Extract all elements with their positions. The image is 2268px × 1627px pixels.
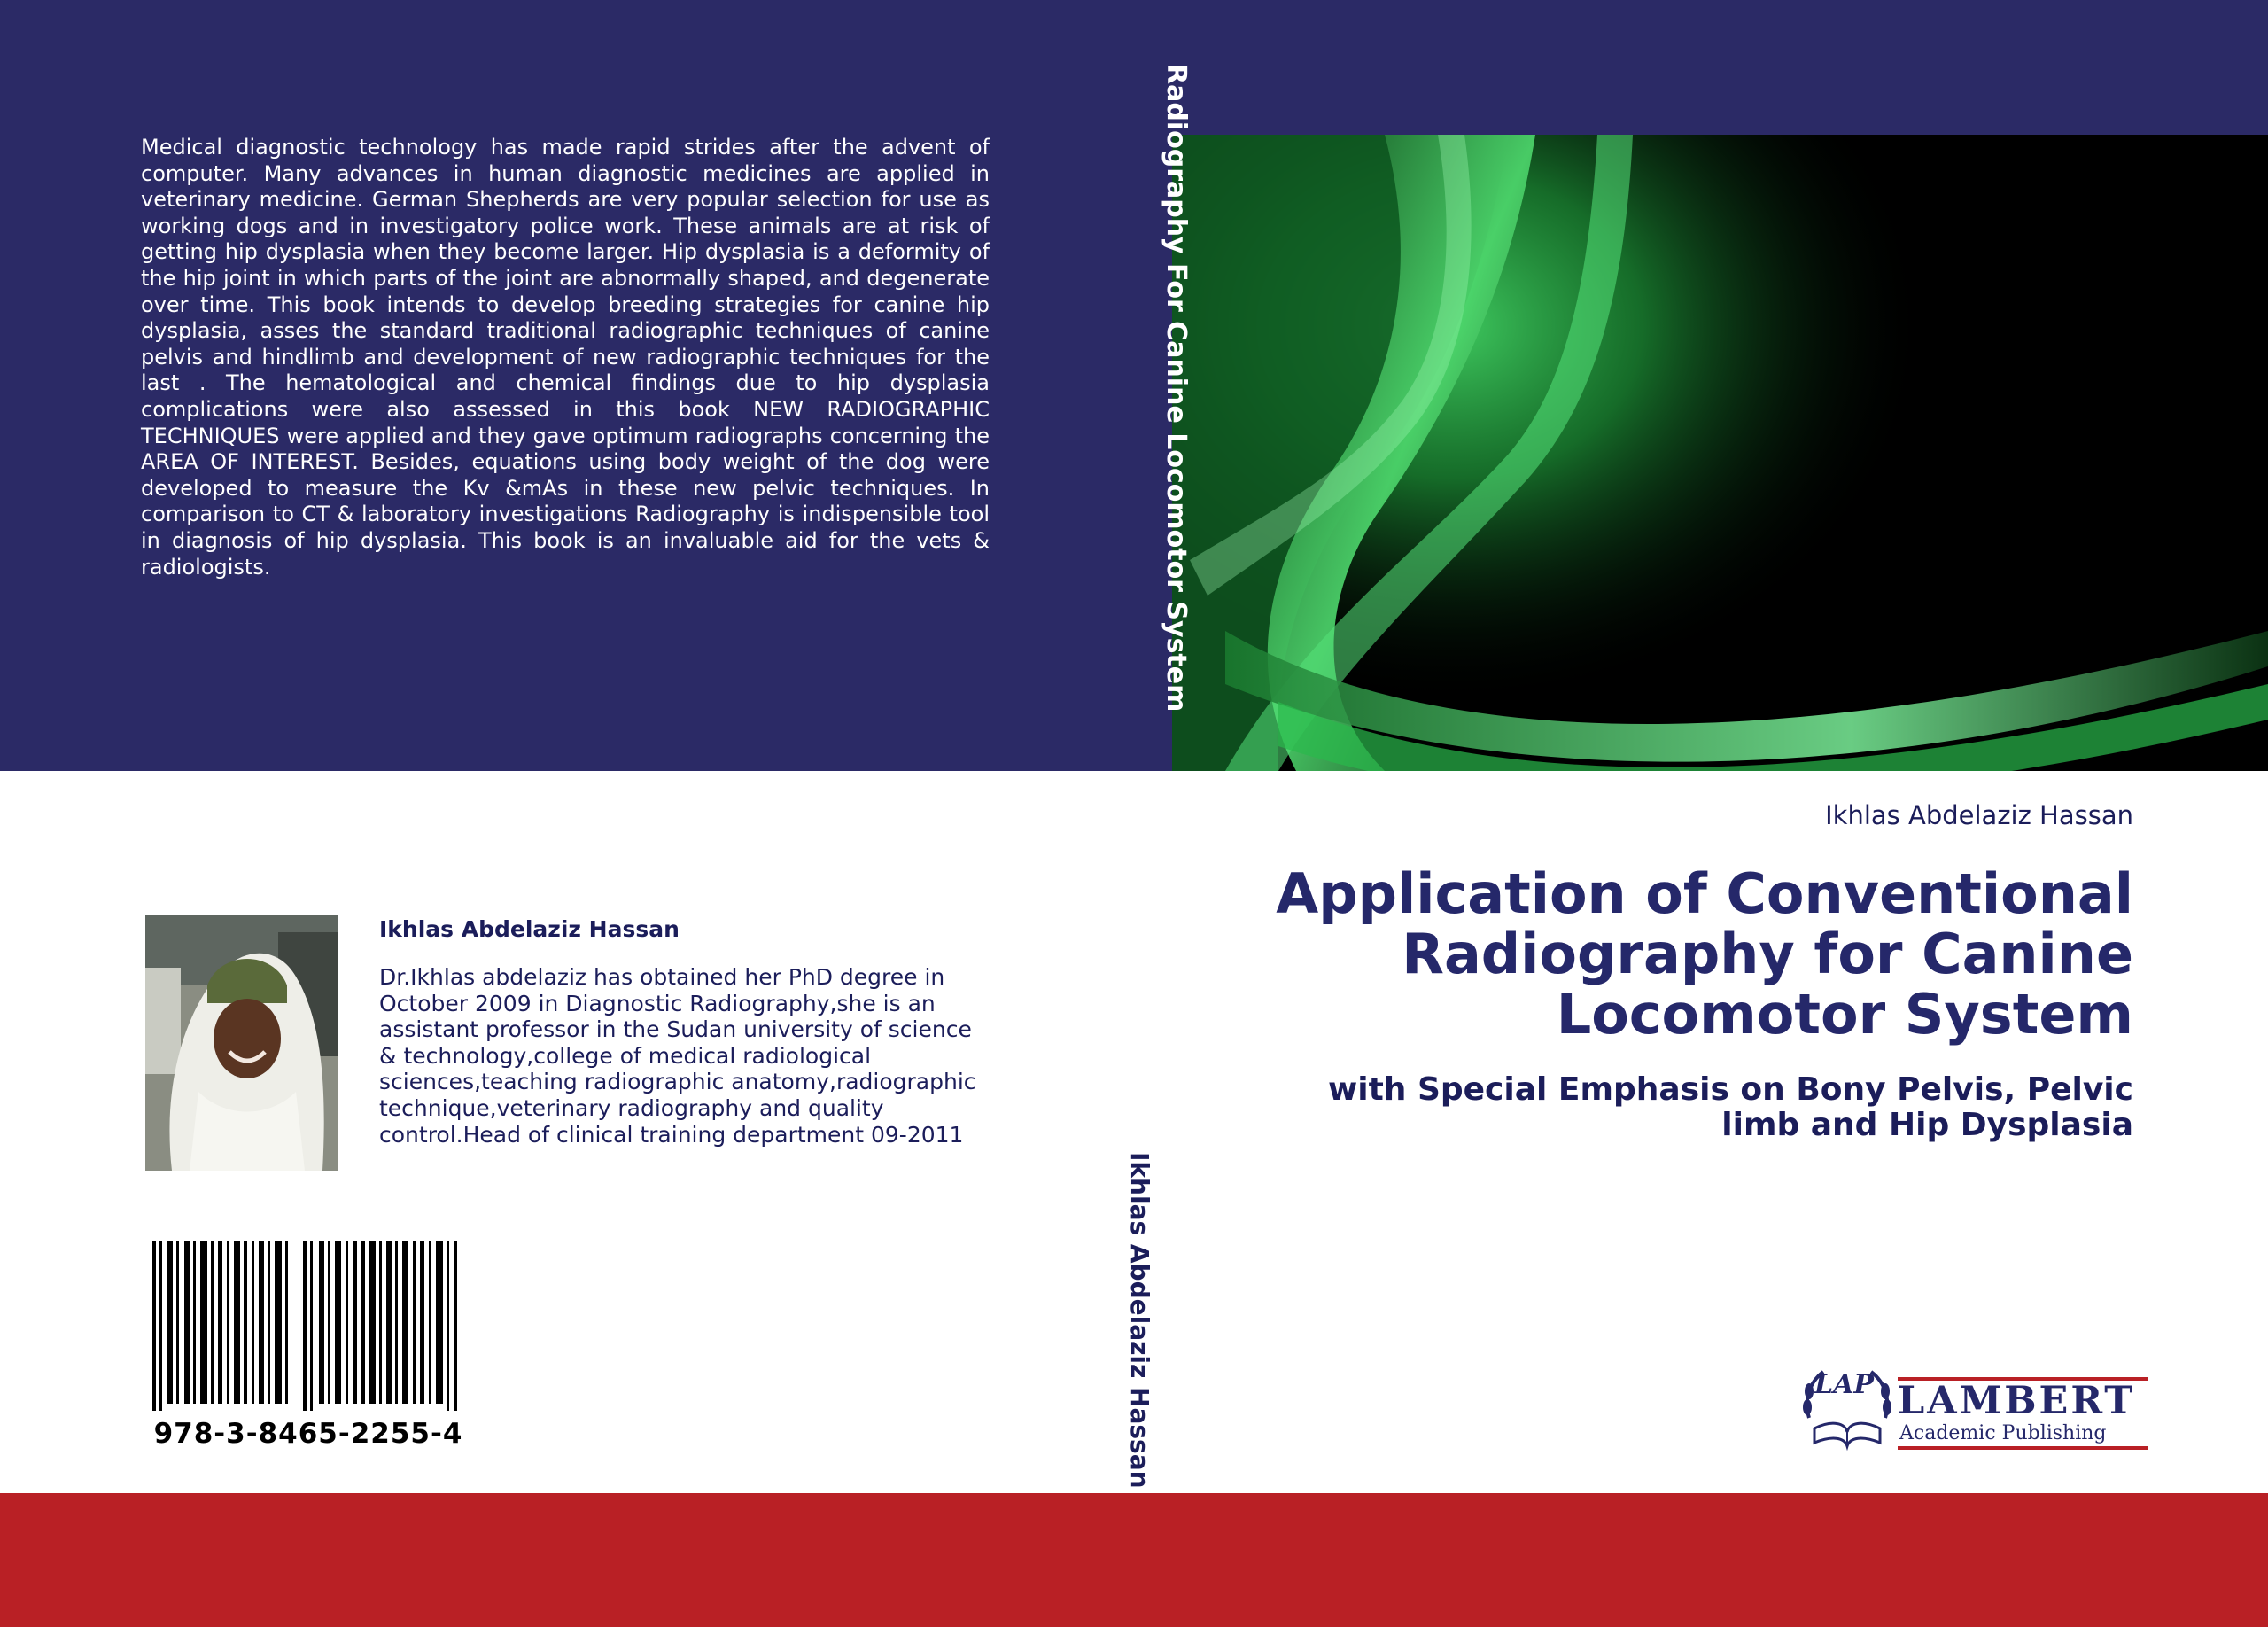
bottom-red-band bbox=[0, 1493, 2268, 1627]
spine-author: Ikhlas Abdelaziz Hassan bbox=[1125, 1152, 1154, 1489]
book-subtitle: with Special Emphasis on Bony Pelvis, Pelvic limb and Hip Dysplasia bbox=[1327, 1071, 2133, 1143]
bio-author-name: Ikhlas Abdelaziz Hassan bbox=[379, 916, 680, 942]
front-cover-author: Ikhlas Abdelaziz Hassan bbox=[1825, 800, 2133, 830]
back-cover-blurb: Medical diagnostic technology has made rapid strides after the advent of computer. Many advances in human diagnostic medicines are applied in veterinary medicine. German Shepherds are very popular selection for use as working dogs and in investigatory police work. These animals are at risk of getting hip dysplasia when they become larger. Hip dysplasia is a deformity of the hip joint in which parts of the joint are abnormally shaped, and degenerate over time. This book intends to develop breeding strategies for canine hip dysplasia, asses the standard traditional radiographic techniques of canine pelvis and hindlimb and development of new radiographic techniques for the last . The hematological and chemical findings due to hip dysplasia complications were also assessed in this book NEW RADIOGRAPHIC TECHNIQUES were applied and they gave optimum radiographs concerning the AREA OF INTEREST. Besides, equations using body weight of the dog were developed to measure the Kv &mAs in these new pelvic techniques. In comparison to CT & laboratory investigations Radiography is indispensible tool in diagnosis of hip dysplasia. This book is an invaluable aid for the vets & radiologists. bbox=[141, 135, 990, 580]
author-bio: Dr.Ikhlas abdelaziz has obtained her PhD degree in October 2009 in Diagnostic Radiography,she is an assistant professor in the Sudan university of science & technology,college of medical radiological sciences,teaching radiographic anatomy,radiographic technique,veterinary radiography and quality control.Head of clinical training department 09-2011 bbox=[379, 964, 976, 1148]
publisher-tagline: Academic Publishing bbox=[1899, 1422, 2107, 1444]
isbn-number: 978-3-8465-2255-4 bbox=[153, 1418, 463, 1450]
book-title: Application of Conventional Radiography for Canine Locomotor System bbox=[1276, 861, 2133, 1047]
publisher-name: LAMBERT bbox=[1898, 1379, 2136, 1423]
barcode-icon bbox=[152, 1241, 464, 1411]
publisher-badge: LAP bbox=[1814, 1369, 1874, 1400]
spine-title: Radiography For Canine Locomotor System bbox=[1161, 64, 1192, 712]
author-portrait bbox=[145, 915, 338, 1171]
front-cover-artwork bbox=[1172, 135, 2268, 771]
